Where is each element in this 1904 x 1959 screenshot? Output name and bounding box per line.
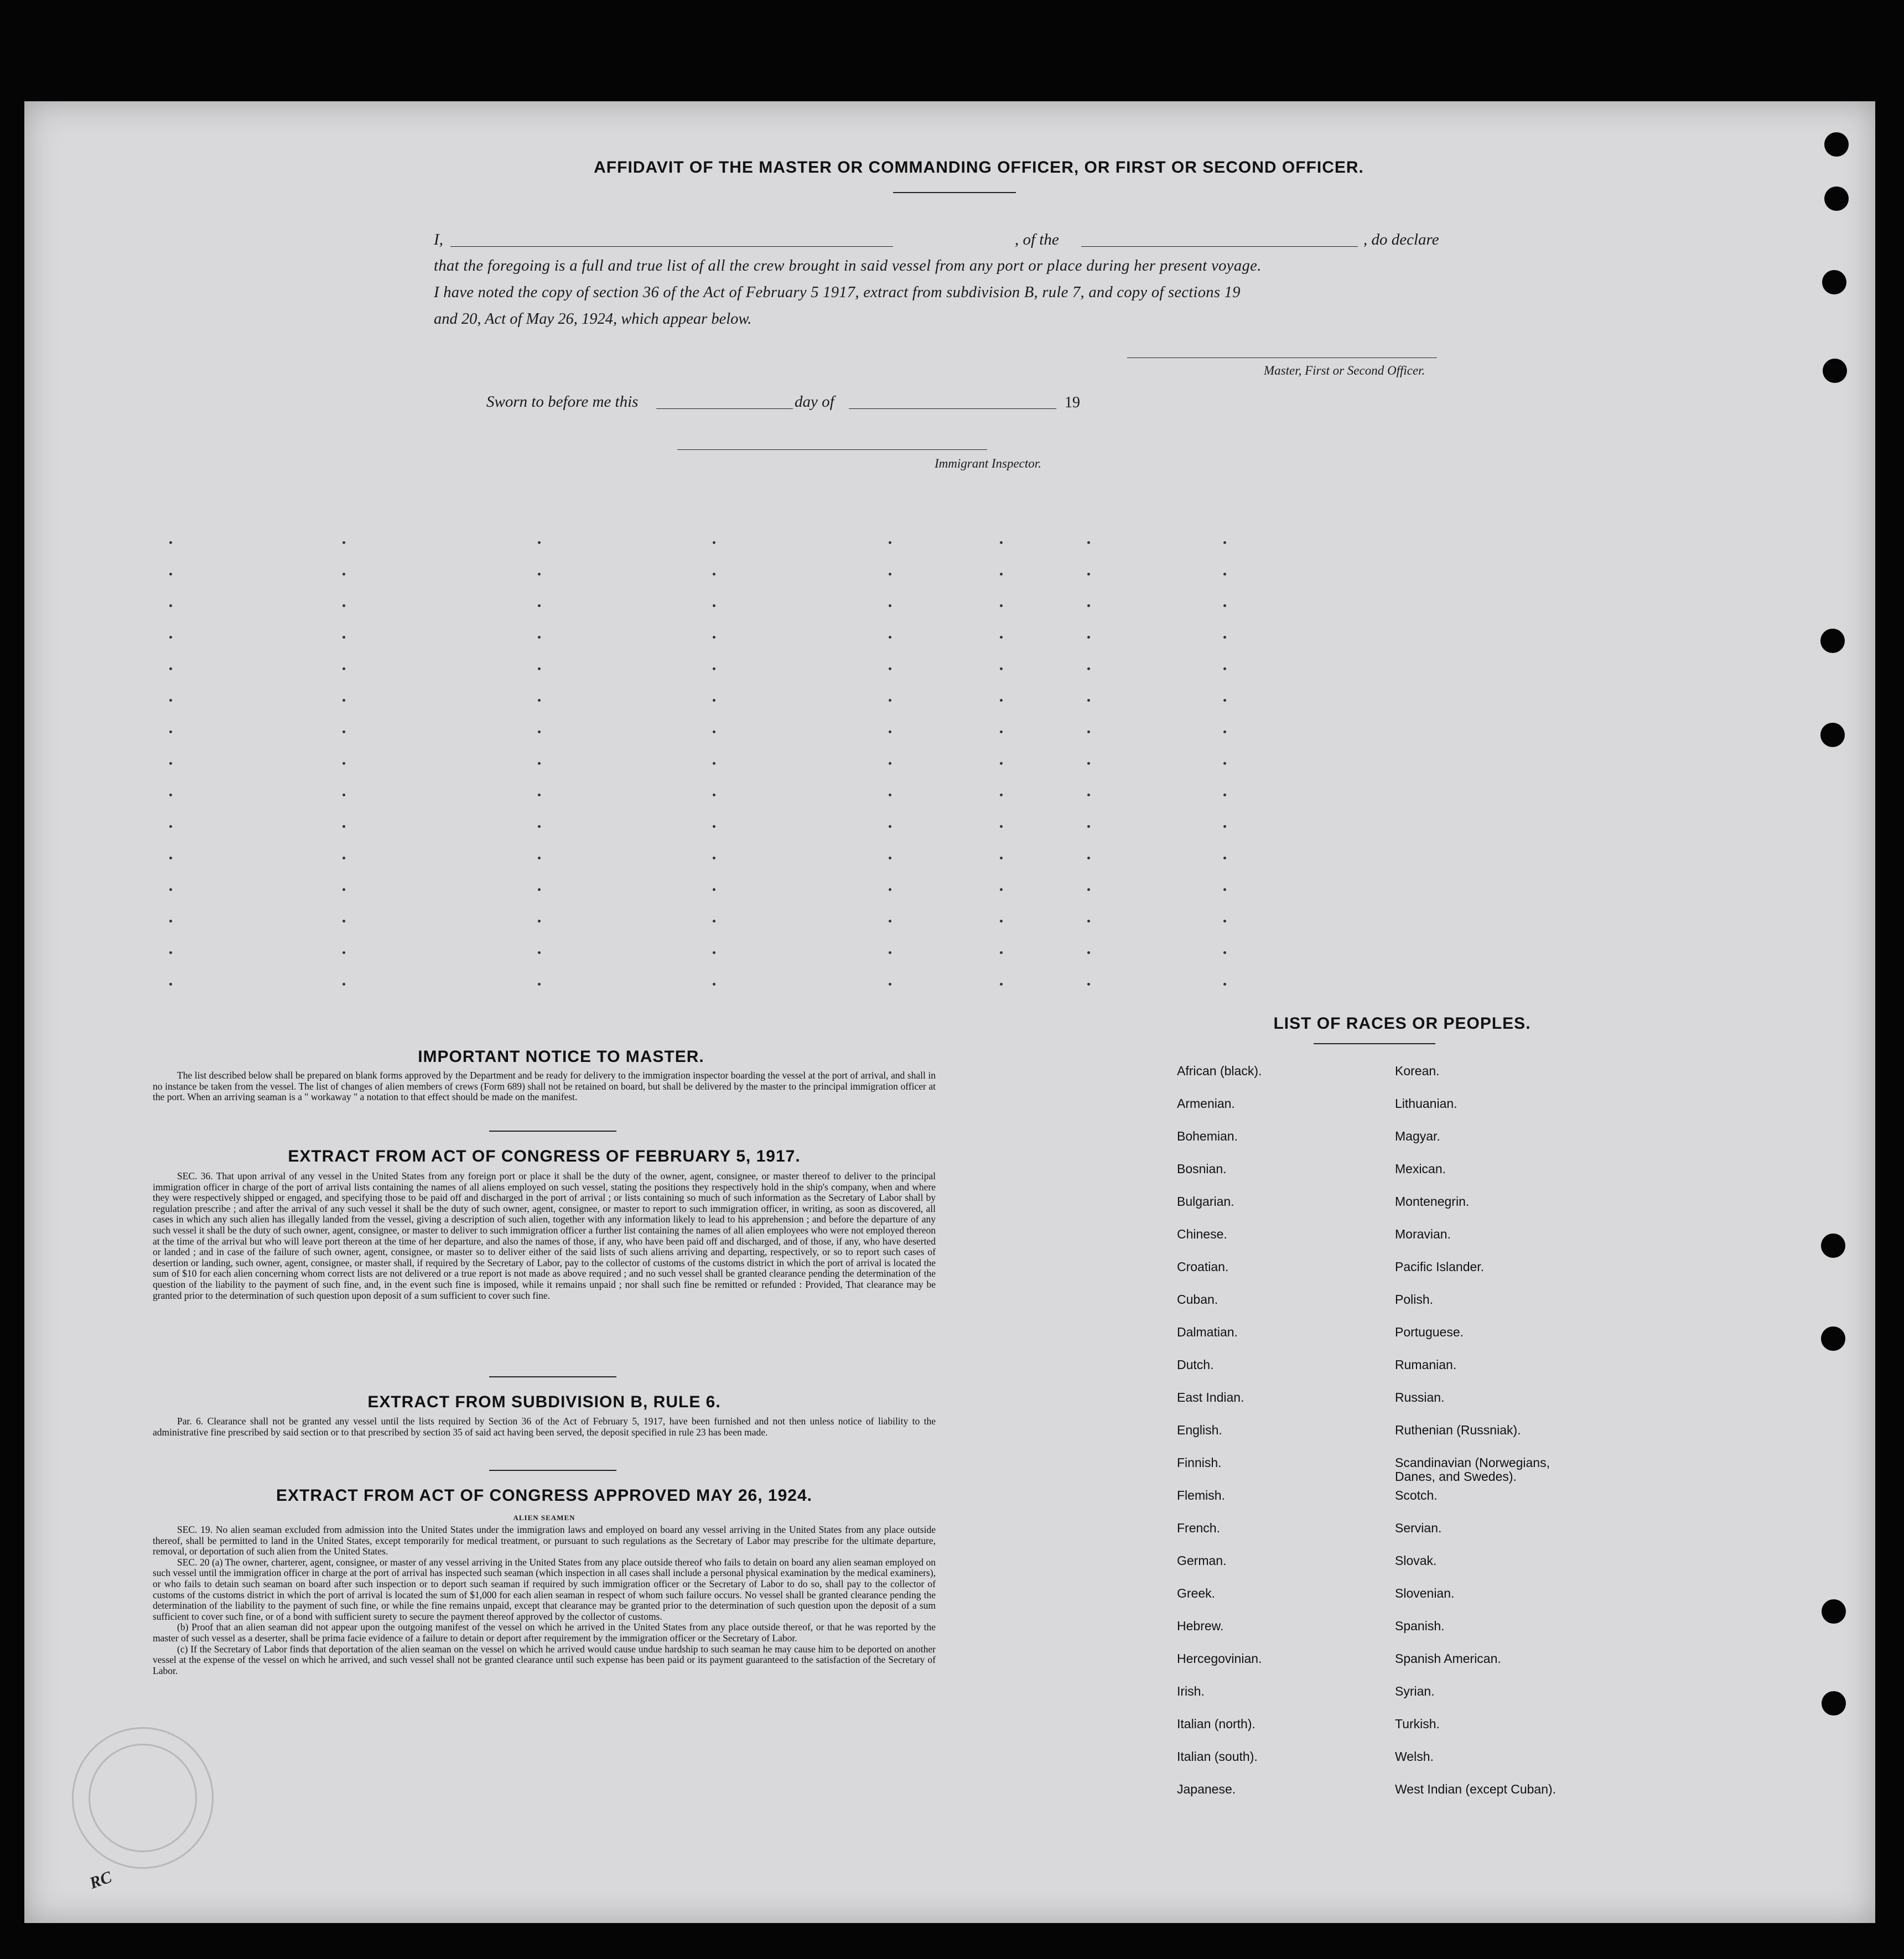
race-item: Hebrew. [1177,1619,1224,1633]
guide-dot [538,667,541,670]
guide-dot [1087,667,1090,670]
extract-1924-title: EXTRACT FROM ACT OF CONGRESS APPROVED MAY 26, 1924. [276,1486,812,1505]
race-item: Moravian. [1395,1227,1451,1241]
guide-dot [169,573,172,576]
guide-dot [343,857,345,859]
guide-dot [1223,794,1226,796]
guide-dot [1000,573,1003,576]
guide-dot [1223,730,1226,733]
race-item: German. [1177,1553,1227,1568]
subdivision-b-body [153,1416,936,1438]
guide-dot [343,667,345,670]
guide-dot [169,794,172,796]
binder-hole [1820,723,1845,747]
race-item: Korean. [1395,1064,1440,1078]
affidavit-line-2: that the foregoing is a full and true list of all the crew brought in said vessel from any port or place during her present voyage. [434,257,1262,274]
guide-dot [343,730,345,733]
race-item: Japanese. [1177,1782,1236,1796]
guide-dot [1087,920,1090,923]
guide-dot [1087,604,1090,607]
sworn-day-of: day of [795,393,834,411]
guide-dot [1223,857,1226,859]
name-blank[interactable] [450,246,893,247]
guide-dot [1223,541,1226,544]
race-item: Croatian. [1177,1260,1229,1274]
inspector-signature-line[interactable] [677,449,987,450]
guide-dot [889,983,891,986]
guide-dot [889,825,891,828]
guide-dot [1223,888,1226,891]
guide-dot [538,951,541,954]
guide-dot [538,920,541,923]
divider-2 [489,1376,616,1377]
guide-dot [538,573,541,576]
guide-dot [713,667,715,670]
notice-paragraph: The list described below shall be prepared on blank forms approved by the Department and be ready for delivery to the immigration inspector boarding the vessel at the port of arrival, and shall in no instance be taken from the vessel. The list of changes of alien members of crews (Form 689) shall not be retained on board, but shall be delivered by the master to the principal immigration officer at the port. When an arriving seaman is a " workaway " a notation to that effect should be made on the manifest. [153,1070,936,1103]
guide-dot [343,794,345,796]
guide-dot [169,857,172,859]
section-19-paragraph: SEC. 19. No alien seaman excluded from admission into the United States under the immigration laws and employed on board any vessel arriving in the United States from any place outside thereof, shall be permitted to land in the United States, except temporarily for medical treatment, or pursuant to such regulations as the Secretary of Labor may prescribe for the ultimate departure, removal, or deportation of such alien from the United States. [153,1524,936,1557]
guide-dot [169,699,172,702]
guide-dot [713,888,715,891]
guide-dot [169,604,172,607]
guide-dot [169,762,172,765]
notice-body [153,1070,936,1103]
guide-dot [1000,541,1003,544]
guide-dot [1223,604,1226,607]
guide-dot [1000,699,1003,702]
guide-dot [889,951,891,954]
guide-dot [343,920,345,923]
guide-dot [713,794,715,796]
guide-dot [343,541,345,544]
race-item: Welsh. [1395,1749,1434,1764]
guide-dot [1087,762,1090,765]
guide-dot [889,857,891,859]
binder-hole [1821,1326,1845,1351]
subdivision-b-title: EXTRACT FROM SUBDIVISION B, RULE 6. [367,1393,721,1411]
race-item: Pacific Islander. [1395,1260,1485,1274]
guide-dot [713,636,715,639]
affidavit-line-3: I have noted the copy of section 36 of the Act of February 5 1917, extract from subdivision B, rule 7, and copy of sections 19 [434,284,1241,301]
race-item: Syrian. [1395,1684,1435,1698]
guide-dot [1000,888,1003,891]
guide-dot [538,888,541,891]
guide-dot [1000,857,1003,859]
master-signature-line[interactable] [1127,357,1437,358]
divider-1 [489,1131,616,1132]
guide-dot [713,920,715,923]
race-item: Hercegovinian. [1177,1651,1262,1666]
guide-dot [1223,573,1226,576]
race-item: Dutch. [1177,1357,1214,1372]
guide-dot [1223,762,1226,765]
guide-dot [1087,888,1090,891]
guide-dot [169,983,172,986]
paragraph-6: Par. 6. Clearance shall not be granted any vessel until the lists required by Section 36 of the Act of February 5, 1917, have been furnished and not then unless notice of liability to the administrative fine prescribed by said section or to that prescribed by section 35 of said act having been served, the deposit specified in rule 23 has been made. [153,1416,936,1438]
guide-dot [169,920,172,923]
race-item: Montenegrin. [1395,1194,1470,1209]
binder-hole [1822,1691,1846,1716]
guide-dot [713,983,715,986]
race-item: Finnish. [1177,1455,1222,1470]
extract-1917-title: EXTRACT FROM ACT OF CONGRESS OF FEBRUARY 5, 1917. [288,1147,801,1165]
guide-dot [889,888,891,891]
margin-note: RC [87,1868,115,1893]
divider-3 [489,1470,616,1471]
guide-dot [169,888,172,891]
races-underline [1314,1043,1435,1044]
race-item: Italian (south). [1177,1749,1258,1764]
guide-dot [1223,920,1226,923]
race-item: West Indian (except Cuban). [1395,1782,1557,1796]
race-item: Italian (north). [1177,1717,1256,1731]
guide-dot [889,573,891,576]
guide-dot [1000,920,1003,923]
races-title: LIST OF RACES OR PEOPLES. [1273,1014,1531,1033]
race-item: Bohemian. [1177,1129,1238,1143]
guide-dot [1000,762,1003,765]
affidavit-title: AFFIDAVIT OF THE MASTER OR COMMANDING OFFICER, OR FIRST OR SECOND OFFICER. [594,158,1364,177]
guide-dot [713,730,715,733]
sworn-prefix: Sworn to before me this [486,393,639,411]
race-item: Bosnian. [1177,1162,1227,1176]
guide-dot [1000,794,1003,796]
guide-dot [713,699,715,702]
binder-hole [1824,132,1849,157]
guide-dot [713,541,715,544]
guide-dot [1000,951,1003,954]
race-item: English. [1177,1423,1222,1437]
guide-dot [538,762,541,765]
inspector-label: Immigrant Inspector. [935,457,1041,470]
document-page [24,101,1875,1923]
faded-seal-inner [89,1744,197,1852]
sworn-month-blank[interactable] [849,408,1056,409]
race-item: Magyar. [1395,1129,1440,1143]
guide-dot [1000,636,1003,639]
guide-dot [713,951,715,954]
guide-dot [1087,857,1090,859]
race-item: Scandinavian (Norwegians, Danes, and Swedes). [1395,1455,1550,1484]
guide-dot [889,762,891,765]
binder-hole [1822,270,1846,294]
race-item: Mexican. [1395,1162,1446,1176]
guide-dot [713,857,715,859]
race-item: Slovenian. [1395,1586,1455,1600]
guide-dot [538,794,541,796]
guide-dot [889,699,891,702]
guide-dot [343,825,345,828]
race-item: Irish. [1177,1684,1205,1698]
guide-dot [1223,667,1226,670]
guide-dot [713,825,715,828]
extract-1917-body [153,1171,936,1301]
race-item: Bulgarian. [1177,1194,1234,1209]
guide-dot [538,730,541,733]
affidavit-i: I, [434,231,443,248]
race-item: Flemish. [1177,1488,1225,1502]
guide-dot [343,699,345,702]
guide-dot [1223,699,1226,702]
title-underline [893,192,1016,193]
guide-dot [889,794,891,796]
guide-dot [343,888,345,891]
guide-dot [538,825,541,828]
guide-dot [343,951,345,954]
race-item: East Indian. [1177,1390,1244,1405]
guide-dot [889,920,891,923]
guide-dot [889,604,891,607]
guide-dot [343,762,345,765]
race-item: Polish. [1395,1292,1434,1307]
guide-dot [1223,983,1226,986]
race-item: Slovak. [1395,1553,1437,1568]
binder-hole [1824,186,1849,211]
race-item: Armenian. [1177,1096,1235,1111]
guide-dot [1087,699,1090,702]
binder-hole [1821,1234,1845,1258]
guide-dot [538,636,541,639]
race-item: Turkish. [1395,1717,1440,1731]
guide-dot [1000,667,1003,670]
race-item: Rumanian. [1395,1357,1457,1372]
section-36-paragraph: SEC. 36. That upon arrival of any vessel in the United States from any foreign port or place it shall be the duty of the owner, agent, consignee, or master thereof to deliver to the principal immigration officer in charge of the port of arrival lists containing the names of all aliens employed on such vessel, stating the positions they respectively hold in the ship's company, when and where they were respectively shipped or engaged, and specifying those to be paid off and discharged in the port of arrival ; or lists containing so much of such information as the Secretary of Labor shall by regulation prescribe ; and after the arrival of any such vessel it shall be the duty of such owner, agent, consignee, or master to report to such immigration officer, in writing, as soon as discovered, all cases in which any such alien has illegally landed from the vessel, giving a description of such alien, together with any information likely to lead to his apprehension ; and before the departure of any such vessel it shall be the duty of such owner, agent, consignee, or master to deliver to such immigration officer a further list containing the names of all alien employees who were not employed thereon at the time of the arrival but who will leave port thereon at the time of her departure, and also the names of those, if any, who have been paid off and discharged, and of those, if any, who have deserted or landed ; and in case of the failure of such owner, agent, consignee, or master so to deliver either of the said lists of such aliens arriving and departing, respectively, or so to report such cases of desertion or landing, such owner, agent, consignee, or master shall, if required by the Secretary of Labor, pay to the collector of customs of the customs district in which the port of arrival is located the sum of $10 for each alien concerning whom correct lists are not delivered or a true report is not made as above required ; and no such vessel shall be granted clearance pending the determination of the question of the liability to the payment of such fine, and, in the event such fine is imposed, while it remains unpaid ; nor shall such fine be remitted or refunded : Provided, That clearance may be granted prior to the determination of such question upon deposit of a sum sufficient to cover such fine. [153,1170,936,1301]
guide-dot [1087,951,1090,954]
guide-dot [169,825,172,828]
guide-dot [889,730,891,733]
binder-hole [1820,629,1845,653]
guide-dot [889,667,891,670]
alien-seamen-subtitle: ALIEN SEAMEN [513,1514,575,1522]
guide-dot [1223,825,1226,828]
guide-dot [538,604,541,607]
race-item: African (black). [1177,1064,1262,1078]
section-20c-paragraph: (c) If the Secretary of Labor finds that deportation of the alien seaman on the vessel on which he arrived would cause undue hardship to such seaman he may cause him to be deported on another vessel at the expense of the vessel on which he arrived, and such vessel shall not be granted clearance until such expense has been paid or its payment guaranteed to the satisfaction of the Secretary of Labor. [153,1643,936,1676]
guide-dot [538,541,541,544]
race-item: Cuban. [1177,1292,1218,1307]
guide-dot [713,604,715,607]
guide-dot [1087,541,1090,544]
guide-dot [1223,951,1226,954]
guide-dot [713,573,715,576]
guide-dot [1000,604,1003,607]
master-signature-label: Master, First or Second Officer. [1264,364,1425,377]
affidavit-declare: , do declare [1363,231,1439,248]
race-item: Portuguese. [1395,1325,1464,1339]
section-20b-paragraph: (b) Proof that an alien seaman did not appear upon the outgoing manifest of the vessel on which he arrived in the United States from any place outside thereof, or that he was reported by the master of such vessel as a deserter, shall be prima facie evidence of a failure to detain or deport after requirement by the immigration officer or the Secretary of Labor. [153,1621,936,1644]
guide-dot [1087,794,1090,796]
guide-dot [1000,730,1003,733]
guide-dot [343,636,345,639]
race-item: Ruthenian (Russniak). [1395,1423,1521,1437]
sworn-day-blank[interactable] [656,408,793,409]
race-item: Russian. [1395,1390,1445,1405]
race-item: Scotch. [1395,1488,1438,1502]
race-item: Dalmatian. [1177,1325,1238,1339]
guide-dot [169,730,172,733]
guide-dot [169,636,172,639]
guide-dot [1087,573,1090,576]
guide-dot [713,762,715,765]
sworn-year: 19 [1065,394,1080,411]
vessel-blank[interactable] [1081,246,1358,247]
guide-dot [343,983,345,986]
guide-dot [169,541,172,544]
race-item: Lithuanian. [1395,1096,1457,1111]
guide-dot [538,983,541,986]
guide-dot [1087,730,1090,733]
guide-dot [169,951,172,954]
affidavit-of-the: , of the [1015,231,1059,248]
guide-dot [1087,636,1090,639]
binder-hole [1823,359,1847,383]
race-item: Greek. [1177,1586,1216,1600]
binder-hole [1822,1599,1846,1624]
notice-title: IMPORTANT NOTICE TO MASTER. [418,1048,704,1066]
race-item: Chinese. [1177,1227,1227,1241]
race-item: French. [1177,1521,1220,1535]
guide-dot [1000,825,1003,828]
guide-dot [889,636,891,639]
race-item: Spanish. [1395,1619,1445,1633]
guide-dot [343,573,345,576]
guide-dot [1000,983,1003,986]
guide-dot [889,541,891,544]
race-item: Spanish American. [1395,1651,1501,1666]
guide-dot [1087,825,1090,828]
guide-dot [1223,636,1226,639]
guide-dot [343,604,345,607]
section-20a-paragraph: SEC. 20 (a) The owner, charterer, agent, consignee, or master of any vessel arriving in the United States from any place outside thereof who fails to detain on board any alien seaman employed on such vessel until the immigration officer in charge at the port of arrival has inspected such seaman (which inspection in all cases shall include a personal physical examination by the medical examiners), or who fails to detain such seaman on board after such inspection or to deport such seaman if required by such immigration officer or the Secretary of Labor to do so, shall pay to the collector of customs of the customs district in which the port of arrival is located the sum of $1,000 for each alien seaman in respect of whom such failure occurs. No vessel shall be granted clearance pending the determination of the liability to the payment of such fine, or while the fine remains unpaid, except that clearance may be granted prior to the determination of such question upon the deposit of a sum sufficient to cover such fine, or of a bond with sufficient surety to secure the payment thereof approved by the collector of customs. [153,1556,936,1622]
guide-dot [169,667,172,670]
guide-dot [538,857,541,859]
affidavit-line-4: and 20, Act of May 26, 1924, which appear below. [434,310,752,328]
guide-dot [1087,983,1090,986]
extract-1924-body [153,1525,936,1676]
race-item: Servian. [1395,1521,1442,1535]
guide-dot [538,699,541,702]
